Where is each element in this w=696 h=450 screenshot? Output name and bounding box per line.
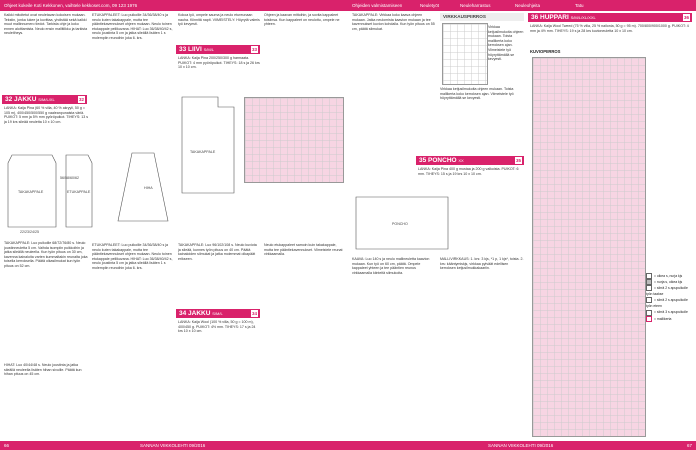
section-36-subhead: KUVIOPIIRROS xyxy=(530,49,561,54)
section-35-info: LANKA: Kaija Pina 400 g mustaa ja 200 g valkoista. PUIKOT: 6 mm. TIHEYS: 15 s ja 19 krs 10 x 10 cm. xyxy=(418,167,519,176)
legend-item-4: = siirrä 2 s apupuikolle työn eteen xyxy=(646,298,688,309)
left-col4-bottom: Neulo etukappaleet samoin kuin takakappale, mutta tee pääntiekavennukset. Viimeistele reunat virkkaamalla. xyxy=(264,243,343,257)
section-34-number: 34 xyxy=(251,311,257,316)
section-34-header xyxy=(176,309,260,318)
schematic-35-label: PONCHO xyxy=(392,222,408,226)
left-col4-top: Ohjeen ja kaavan mittoihin, ja sovita kappaleet toisiinsa. Kun kappaleet on neulottu, ompele ne yhteen. xyxy=(264,13,340,27)
schematic-sleeve-label: HIHA xyxy=(144,186,153,190)
legend-item-6: = mallikerta xyxy=(646,316,694,322)
section-35-number: 35 xyxy=(515,158,521,163)
right-footer-text: SANNAN VIIKKOLEHTI 09/2016 xyxy=(488,443,554,448)
section-36-sizes: S/M/L/XL/XXL xyxy=(570,15,596,20)
top-banner-link-5[interactable]: Tatu xyxy=(575,3,584,8)
section-35-title: 35 PONCHO xyxy=(419,157,457,164)
crochet-legend: Virkkaa ketjusilmukoita ohjeen mukaan. Toista mallikerta koko kerroksen ajan. Viimeistele työ höyryttämällä se kevyesti. xyxy=(488,25,524,62)
crochet-diagram-header: VIRKKAUSPIIRROS xyxy=(440,13,524,21)
section-32-number: 32 xyxy=(78,97,84,102)
legend-item-1: = oikea s, nurja kjs xyxy=(646,273,694,279)
legend-item-5: = siirrä 3 s apupuikolle xyxy=(646,309,694,315)
left-col1-intro: Kaikki mitoitetut ovat neuletavan kokoisen mukaan. Tekstin, jonka lukee ja kuvittaa, yhdistää sekä kaikki muut mallinnumero tiedot. Tarkista ohje ja koko ennen aloittamista. Neulo ensin mallitilkku ja tarkista neuletiheys. xyxy=(4,13,88,36)
section-36-pattern-chart xyxy=(532,57,646,437)
legend-item-2: = nurja s, oikea kjs xyxy=(646,279,694,285)
right-page-number: 67 xyxy=(686,443,692,448)
left-page-number: 66 xyxy=(4,443,10,448)
left-footer xyxy=(0,441,348,450)
top-banner-left: Ohjeet kokeile Koti Kekkonen, vaihtele kekkoset.com, 09 123 1976 xyxy=(4,3,138,8)
section-32-title: 32 JAKKU xyxy=(5,96,37,103)
right-col1-bottom: KAAVA: Luo 140 s ja neulo mallineuletta kaavion mukaan. Kun työ on 60 cm, päätä. Ompele kappaleet yhteen ja tee pääntien reunus virkkaamalla kiinteitä silmukoita. xyxy=(352,257,430,275)
right-col2-mid: Virkkaa ketjusilmukoita ohjeen mukaan. Toista mallikerta koko kerroksen ajan. Viimeistele työ höyryttämällä se kevyesti. xyxy=(440,87,514,101)
legend-swatch-3 xyxy=(646,285,652,291)
section-33-sizes: S/M/L xyxy=(203,47,215,52)
top-banner-link-2[interactable]: Neuletyöt xyxy=(420,3,440,8)
section-36-number: 36 xyxy=(683,15,689,20)
left-col3-top: Kokoa työ, ompele sauma ja neulo etureunaan nauha. Kiinnitä napit. VIIMEISTELY: Höyrytä valmis työ kevyesti. xyxy=(178,13,260,27)
right-col2-bottom: MALLIVIRKKAUS: 1. krs: 3 kjs, *1 p, 1 kjs*, toista. 2. krs: kääntymiskjs, virkkaa pylväät edellisen kerroksen ketjusilmukkakaariin. xyxy=(440,257,524,271)
schematic-height: 56/58/60/62 xyxy=(60,176,79,180)
crochet-diagram xyxy=(442,23,488,85)
section-33-title: 33 LIIVI xyxy=(179,46,202,53)
section-33-number: 33 xyxy=(251,47,257,52)
right-page xyxy=(348,11,696,441)
left-col2-top: ETUKAPPALEET: Luo puikoille 34/36/38/40 s ja neulo kuten takakappale, mutta tee pääntiekavennukset ohjeen mukaan. Neulo toinen etukappale peilikuvana. HIHAT: Luo 36/38/40/42 s, neulo joustinta 5 cm ja jatka sileällä lisäten 1 s molempiin reunoihin joka 6. krs. xyxy=(92,13,173,40)
section-32-sizes: S/M/L/XL xyxy=(38,97,55,102)
section-34-title: 34 JAKKU xyxy=(179,310,211,317)
right-col1-top: TAKAKAPPALE: Virkkaa koko kaava ohjeen mukaan. Jatka neulomista kaavion mukaan ja tee kavennukset kuvion kohdalla. Kun työn pituus on 55 cm, päätä silmukat. xyxy=(352,13,435,31)
left-page xyxy=(0,11,348,441)
section-34-info: LANKA: Kaija Wool (100 % villa, 50 g = 100 m), 400/450 g. PUIKOT: 4½ mm. TIHEYS: 17 s ja 24 krs 10 x 10 cm. xyxy=(178,320,256,334)
vest-outline xyxy=(182,97,234,193)
section-35-sizes: XX xyxy=(458,158,464,163)
section-33-header xyxy=(176,45,260,54)
top-banner-link-4[interactable]: Neuleohjeita xyxy=(515,3,541,8)
section-33-pattern-chart xyxy=(244,97,344,183)
section-35-schematic xyxy=(352,193,524,255)
section-36-title: 36 HUPPARI xyxy=(531,14,569,21)
legend-swatch-6 xyxy=(646,316,652,322)
schematic-front-label: ETUKAPPALE xyxy=(67,190,91,194)
schematic-width: 22/23/24/25 xyxy=(20,230,39,234)
top-banner-link-1[interactable]: Ohjeiden valmistamiseen xyxy=(352,3,403,8)
section-32-header xyxy=(2,95,87,104)
top-banner-link-3[interactable]: Neuleharrastus xyxy=(460,3,491,8)
section-35-header xyxy=(416,156,524,165)
left-col2-bottom: ETUKAPPALEET: Luo puikoille 34/36/38/40 s ja neulo kuten takakappale, mutta tee pääntiekavennukset ohjeen mukaan. Neulo toinen etukappale peilikuvana. HIHAT: Luo 36/38/40/42 s, neulo joustinta 5 cm ja jatka sileällä lisäten 1 s molempiin reunoihin joka 6. krs. xyxy=(92,243,173,270)
schematic-back-label: TAKAKAPPALE xyxy=(18,190,44,194)
section-36-info: LANKA: Kaija Wool Tweed (75 % villa, 25 % nailonia, 50 g = 95 m). 700/800/900/1000 g. PUIKOT: 4 mm ja 4½ mm. TIHEYS: 19 s ja 28 krs kuvioneuletta 10 x 10 cm. xyxy=(530,24,689,33)
legend-item-3: = siirrä 2 s apupuikolle työn taakse xyxy=(646,286,688,297)
sleeve-outline xyxy=(118,153,168,221)
left-col1-instructions: TAKAKAPPALE: Luo puikoille 68/72/76/80 s. Neulo joustinneuletta 5 cm. Vaihda isompiin puikkoihin ja jatka sileällä neuleella. Kun työn pituus on 30 cm, kavenna kainaloita varten kummaltakin reunalta joka toisella kerroksella. Päätä olkasilmukat kun työn pituus on 52 cm. xyxy=(4,241,88,268)
section-32-info: LANKA: Kaija Pina (60 % villa, 40 % akryyli, 50 g = 105 m), 400/450/500/550 g vaaleanpunaista väriä. PUIKOT: 5 mm ja 5½ mm pyöröpuikot. TIHEYS: 13 s ja 19 krs sileää neuletta 10 x 10 cm. xyxy=(4,106,88,124)
right-footer xyxy=(348,441,696,450)
section-33-info: LANKA: Kaija Pina 200/250/300 g harmaata. PUIKOT: 4 mm pyöröpuikot. TIHEYS: 18 s ja 26 krs 10 x 10 cm. xyxy=(178,56,260,70)
left-footer-text: SANNAN VIIKKOLEHTI 09/2016 xyxy=(140,443,206,448)
section-34-sizes: S/M/L xyxy=(212,311,223,316)
section-36-header xyxy=(528,13,692,22)
legend-swatch-5 xyxy=(646,310,652,316)
schematic-33-back-label: TAKAKAPPALE xyxy=(190,150,216,154)
pattern-legend xyxy=(646,273,694,322)
top-banner xyxy=(0,0,696,11)
legend-swatch-4 xyxy=(646,297,652,303)
left-col1-sleeves: HIHAT: Luo 40/44/48 s. Neulo joustinta ja jatka sileällä neuleella lisäten hihan sivuille. Päätä kun hihan pituus on 45 cm. xyxy=(4,363,82,377)
left-col3-bottom: TAKAKAPPALE: Luo 96/102/108 s. Neulo kuviota ja sileää, kunnes työn pituus on 40 cm. Päätä kainaloiden silmukat ja jatka molemmat olkapäät erikseen. xyxy=(178,243,257,261)
section-32-schematic xyxy=(4,149,172,237)
